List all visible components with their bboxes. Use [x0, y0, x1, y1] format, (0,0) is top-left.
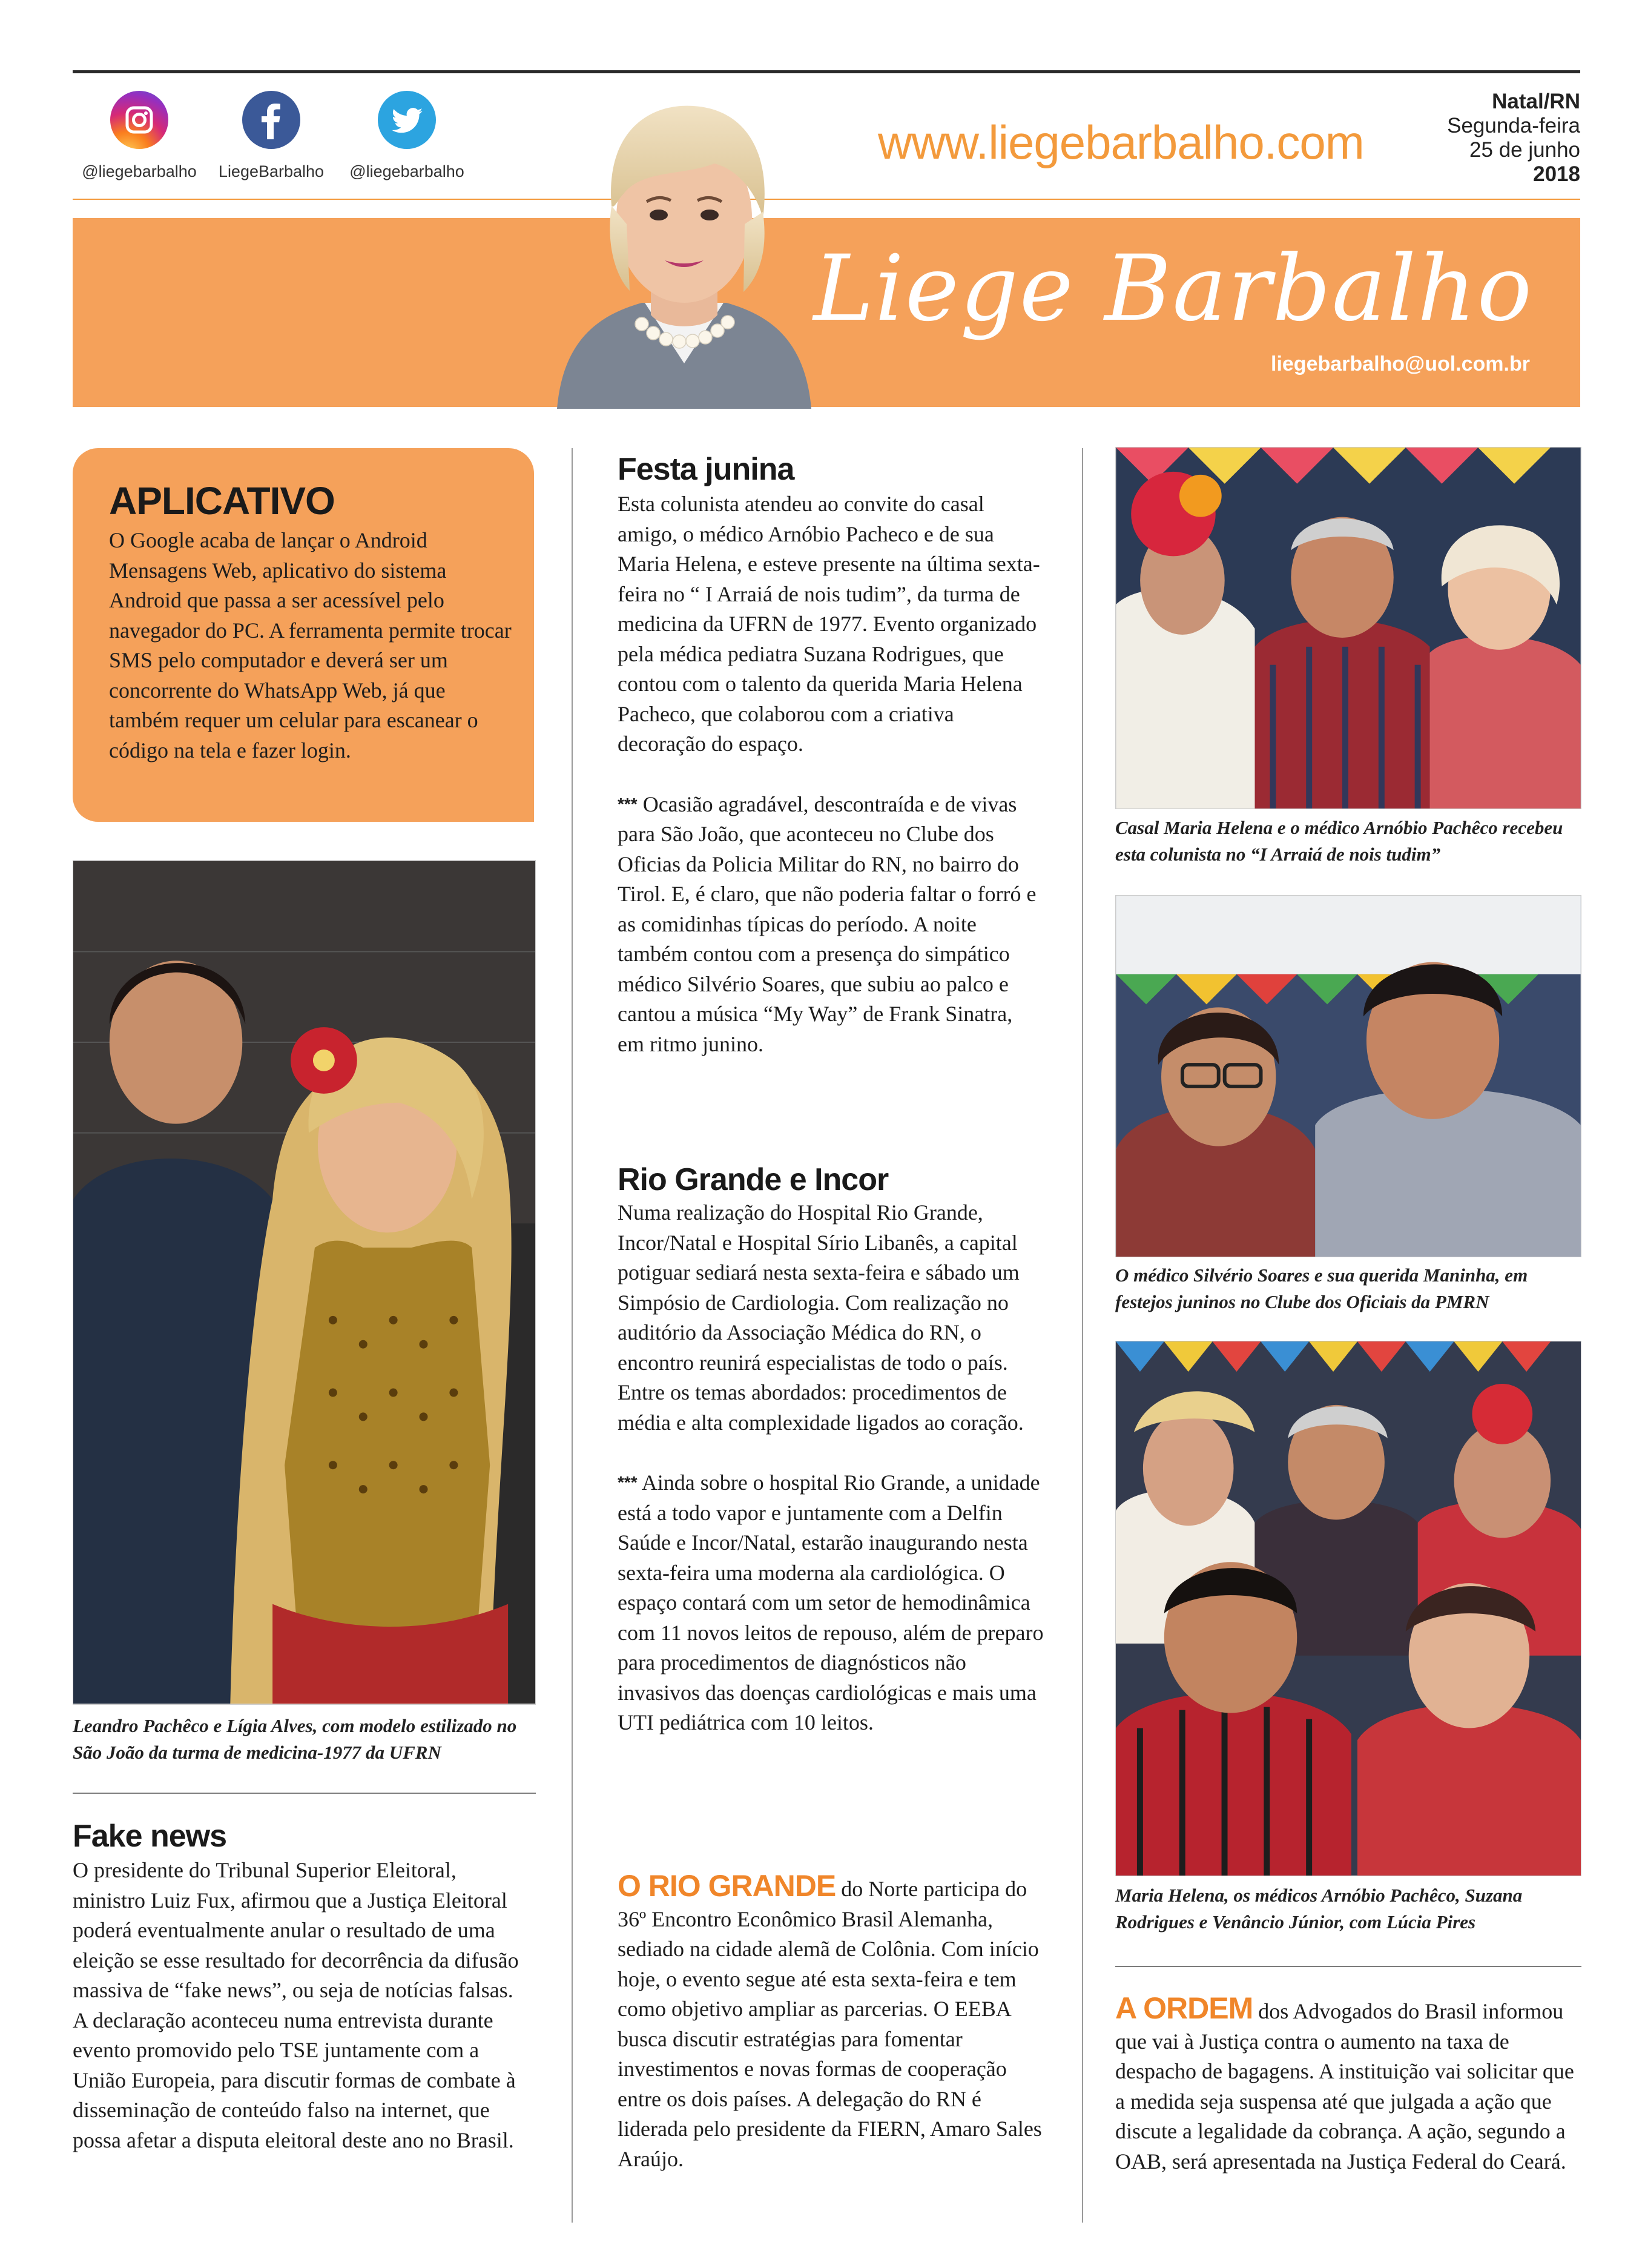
website-link[interactable]: www.liegebarbalho.com [878, 116, 1364, 169]
column-rule-1 [572, 448, 573, 2223]
columnist-portrait [521, 79, 848, 409]
photo-leandro-ligia [73, 860, 536, 1705]
photo-arraia-1-caption: Casal Maria Helena e o médico Arnóbio Pachêco recebeu esta colunista no “I Arraiá de nois tudim” [1115, 817, 1563, 865]
festa-junina-title: Festa junina [618, 452, 794, 487]
dateline-year: 2018 [1533, 162, 1580, 186]
festa-junina-text [618, 489, 1044, 1059]
rio-grande-incor-text [618, 1198, 1044, 1738]
rio-grande-incor-title: Rio Grande e Incor [618, 1162, 889, 1197]
divider-fake-news [73, 1793, 536, 1794]
twitter-icon [378, 91, 436, 149]
photo-grupo-caption: Maria Helena, os médicos Arnóbio Pachêco, Suzana Rodrigues e Venâncio Júnior, com Lúcia Pires [1115, 1885, 1523, 1932]
festa-junina-p1: Esta colunista atendeu ao convite do casal amigo, o médico Arnóbio Pacheco e de sua Maria Helena, e esteve presente na última sexta-feira no “ I Arraiá de nois tudim”, da turma de medicina da UFRN de 1977. Evento organizado pela médica pediatra Suzana Rodrigues, que contou com o talento da querida Maria Helena Pacheco, que colaborou com a criativa decoração do espaço. [618, 492, 1040, 756]
column-rule-2 [1082, 448, 1083, 2223]
twitter-handle: @liegebarbalho [349, 162, 464, 180]
stars-marker: *** [618, 1473, 638, 1492]
festa-junina-p2 [618, 789, 1044, 1060]
dateline-city: Natal/RN [1492, 90, 1580, 113]
dateline-date: 25 de junho [1469, 138, 1580, 162]
aplicativo-text: O Google acaba de lançar o Android Mensagens Web, aplicativo do sistema Android que passa a ser acessível pelo navegador do PC. A ferramenta permite trocar SMS pelo computador e deverá ser um concorrente do WhatsApp Web, já que também requer um celular para escanear o código na tela e fazer login. [109, 528, 512, 762]
a-ordem-body: dos Advogados do Brasil informou que vai à Justiça contra o aumento na taxa de despacho de bagagens. A instituição vai solicitar que a medida seja suspensa até que julgada a ação que discute a legalidade da cobrança. A ação, segundo a OAB, será apresentada na Justiça Federal do Ceará. [1115, 1999, 1574, 2174]
facebook-link[interactable] [193, 91, 350, 181]
facebook-icon [242, 91, 300, 149]
photo-silverio-caption: O médico Silvério Soares e sua querida Maninha, em festejos juninos no Clube dos Oficiais da PMRN [1115, 1265, 1528, 1312]
facebook-handle: LiegeBarbalho [218, 162, 325, 180]
dateline-weekday: Segunda-feira [1447, 114, 1580, 137]
rio-grande-norte-body: participa do 36º Encontro Econômico Brasil Alemanha, sediado na cidade alemã de Colônia. Com início hoje, o evento segue até esta sexta-feira e tem como objetivo ampliar as parcerias. O EEBA busca discutir estratégias para fomentar investimentos e novas formas de cooperação entre os dois países. A delegação do RN é liderada pelo presidente da FIERN, Amaro Sales Araújo. [618, 1877, 1042, 2171]
rio-grande-incor-p2-text: Ainda sobre o hospital Rio Grande, a unidade está a todo vapor e juntamente com a Delfin Saúde e Incor/Natal, estarão inaugurando nesta sexta-feira uma moderna ala cardiológica. O espaço contará com um setor de hemodinâmica com 11 novos leitos de repouso, além de preparo para procedimentos de diagnósticos não invasivos das doenças cardiológicas e mais uma UTI pediátrica com 10 leitos. [618, 1470, 1044, 1734]
twitter-link[interactable] [328, 91, 486, 181]
festa-junina-p2-text: Ocasião agradável, descontraída e de vivas para São João, que aconteceu no Clube dos Oficias da Policia Militar do RN, no bairro do Tirol. E, é claro, que não poderia faltar o forró e as comidinhas típicas do período. A noite também contou com a presença do simpático médico Silvério Soares, que subiu ao palco e cantou a música “My Way” de Frank Sinatra, em ritmo junino. [618, 792, 1037, 1056]
a-ordem-text [1115, 1991, 1584, 2177]
photo-left-caption: Leandro Pachêco e Lígia Alves, com modelo estilizado no São João da turma de medicina-1977 da UFRN [73, 1715, 517, 1763]
divider-a-ordem [1115, 1966, 1581, 1967]
rio-grande-kicker: O RIO GRANDE [618, 1869, 836, 1903]
aplicativo-title: APLICATIVO [109, 479, 335, 523]
instagram-icon [110, 91, 168, 149]
stars-marker: *** [618, 794, 638, 813]
fake-news-title: Fake news [73, 1819, 227, 1854]
photo-silverio-maninha [1115, 895, 1581, 1257]
top-rule [73, 70, 1580, 73]
photo-arraia-1 [1115, 447, 1581, 809]
instagram-handle: @liegebarbalho [82, 162, 197, 180]
columnist-name: Liege Barbalho [813, 236, 1533, 342]
rio-grande-lead: do Norte [836, 1877, 918, 1901]
a-ordem-kicker: A ORDEM [1115, 1991, 1253, 2025]
rio-grande-norte-text [618, 1871, 1044, 2174]
columnist-email[interactable]: liegebarbalho@uol.com.br [1271, 352, 1530, 375]
fake-news-text: O presidente do Tribunal Superior Eleitoral, ministro Luiz Fux, afirmou que a Justiça Eleitoral poderá eventualmente anular o resultado de uma eleição se esse resultado for decorrência da difusão massiva de “fake news”, ou seja de notícias falsas. A declaração aconteceu numa entrevista durante evento promovido pelo TSE juntamente com a União Europeia, para discutir formas de combate à disseminação de conteúdo falso na internet, que possa afetar a disputa eleitoral deste ano no Brasil. [73, 1858, 519, 2152]
rio-grande-incor-p1: Numa realização do Hospital Rio Grande, Incor/Natal e Hospital Sírio Libanês, a capital potiguar sediará nesta sexta-feira e sábado um Simpósio de Cardiologia. Com realização no auditório da Associação Médica do RN, o encontro reunirá especialistas de todo o país. Entre os temas abordados: procedimentos de média e alta complexidade ligados ao coração. [618, 1200, 1024, 1435]
photo-grupo-arraia [1115, 1341, 1581, 1876]
dateline [1447, 90, 1580, 187]
rio-grande-incor-p2 [618, 1467, 1044, 1738]
